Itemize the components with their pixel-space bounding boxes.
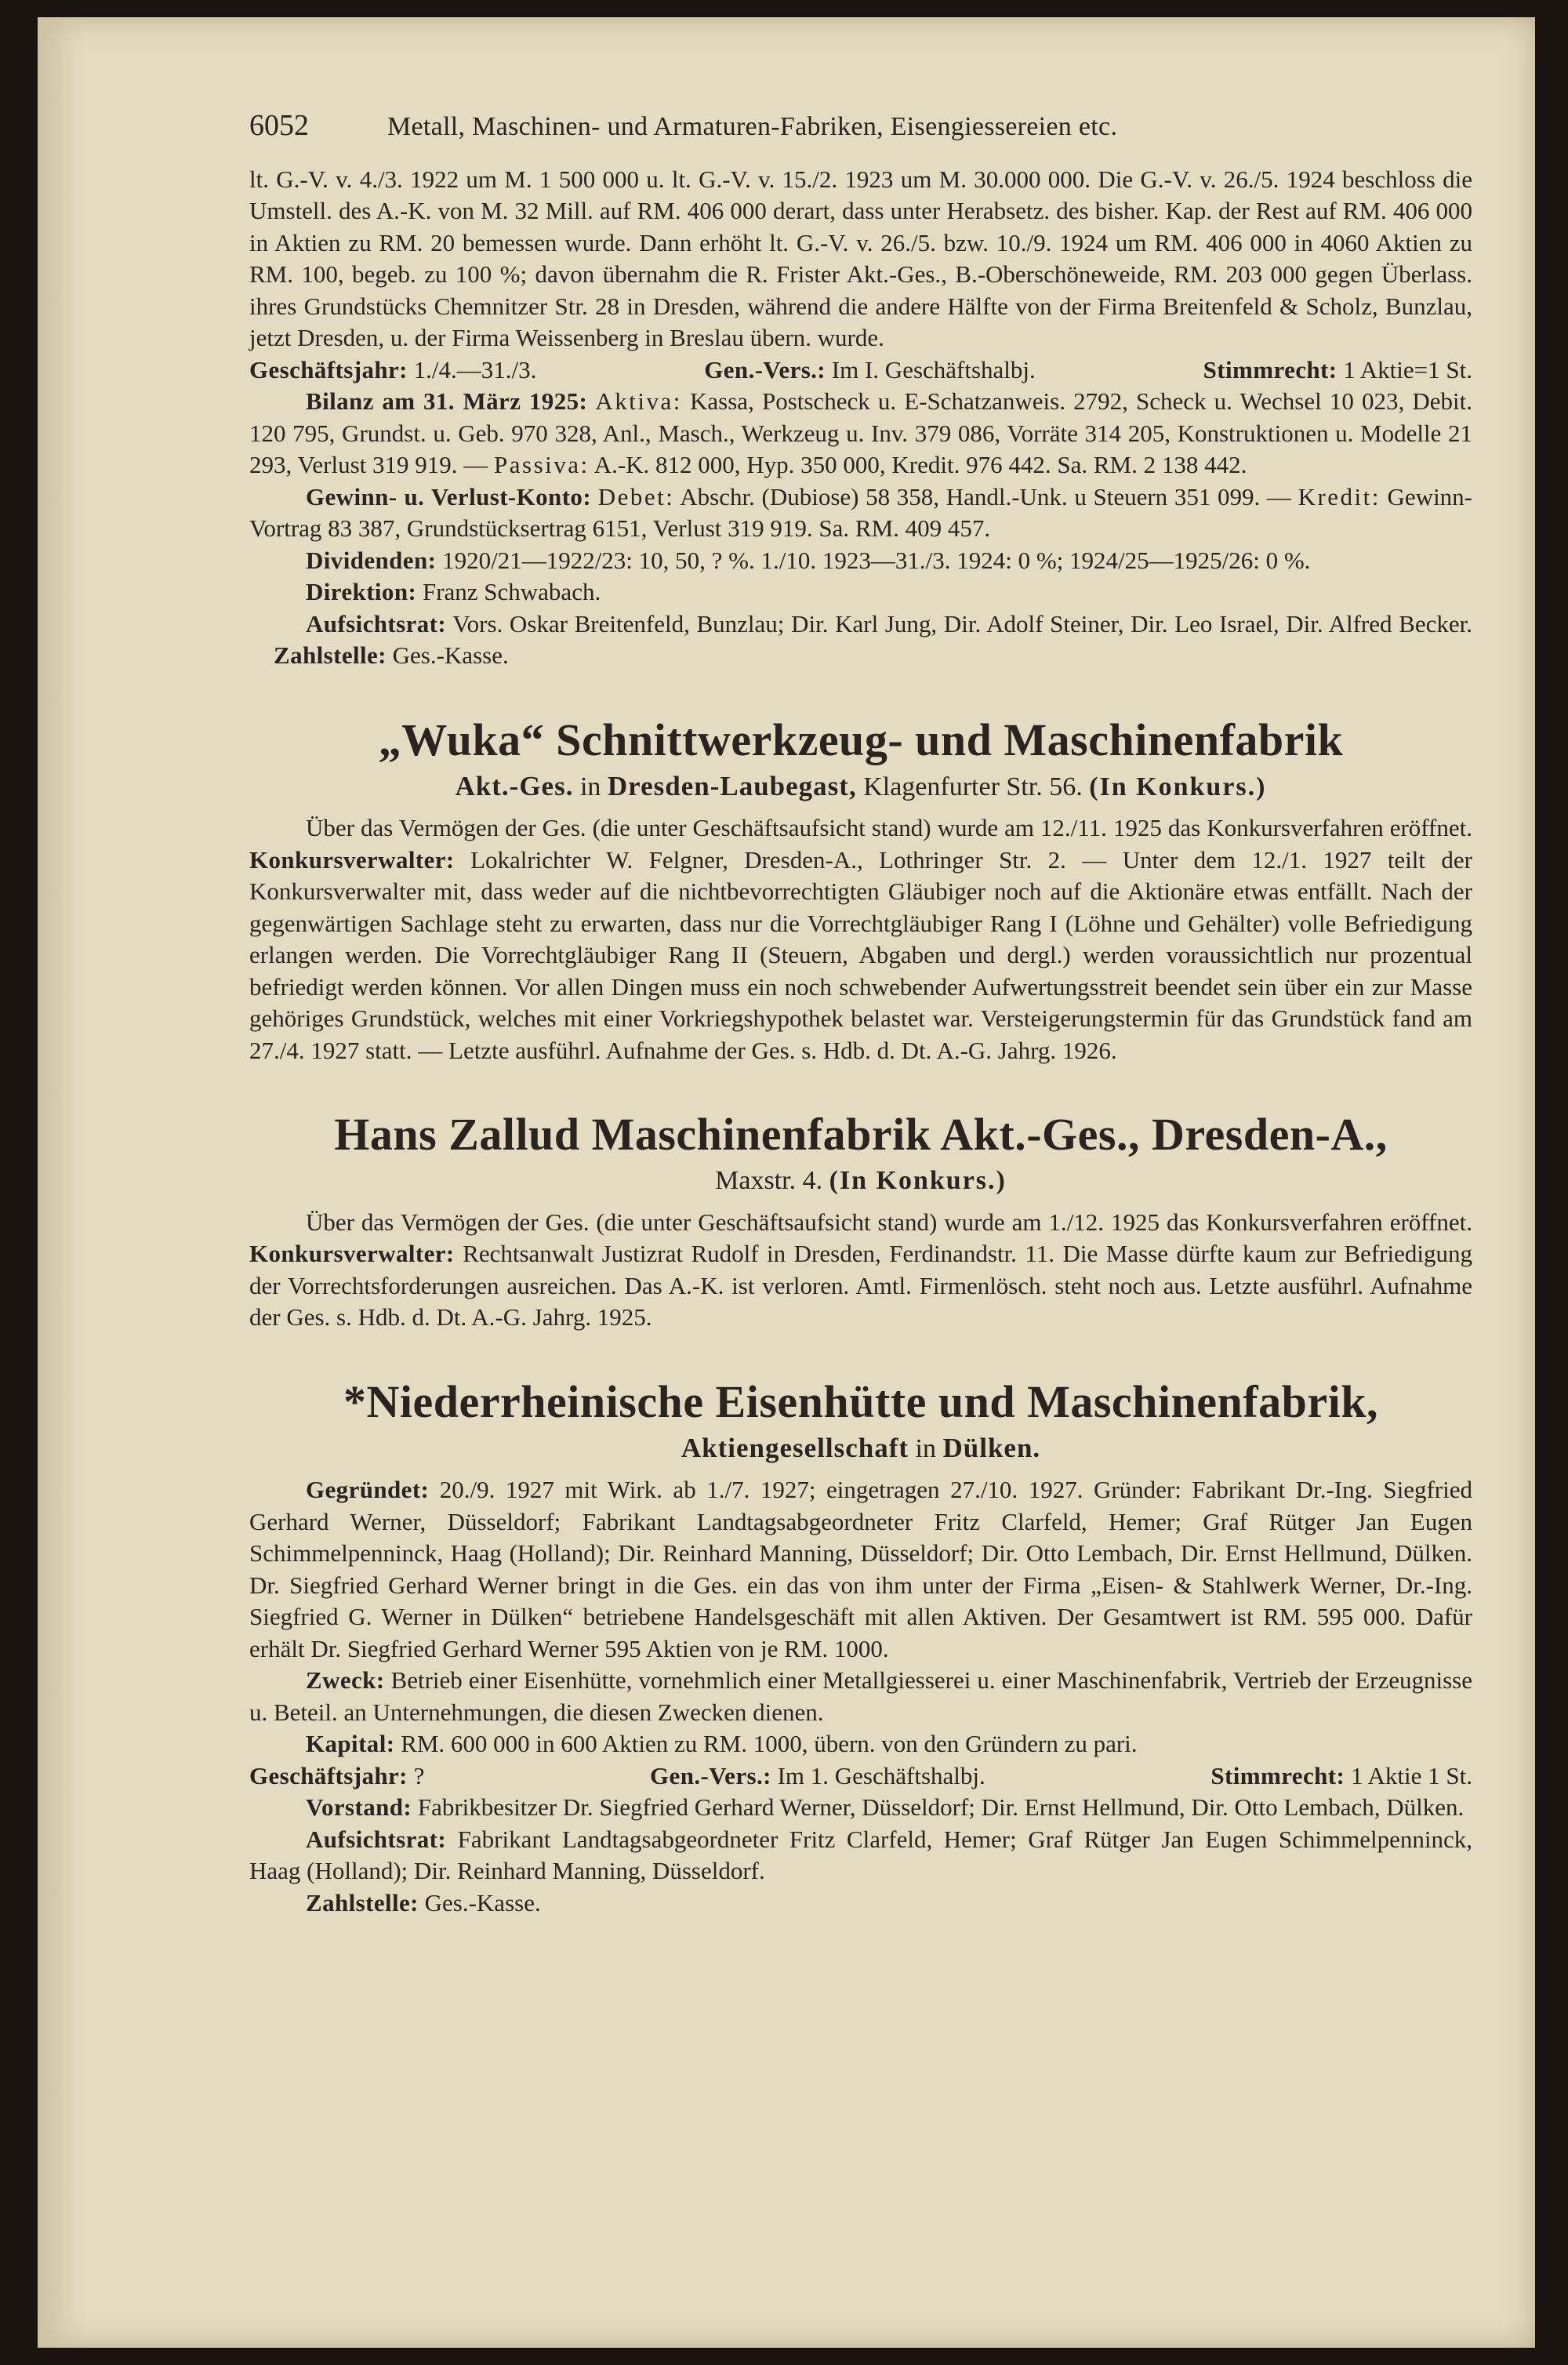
capital-history: lt. G.-V. v. 4./3. 1922 um M. 1 500 000 u. lt. G.-V. v. 15./2. 1923 um M. 30.000 000. Die G.-V. v. 26./5. 1924 beschloss die Umstell. des A.-K. von M. 32 Mill. auf RM. 406 000 derart, dass unter Herabsetz. des bisher. Kap. der Rest auf RM. 406 000 in Aktien zu RM. 20 bemessen wurde. Dann erhöht lt. G.-V. v. 26./5. bzw. 10./9. 1924 um RM. 406 000 in 4060 Aktien zu RM. 100, begeb. zu 100 %; davon übernahm die R. Frister Akt.-Ges., B.-Oberschöneweide, RM. 203 000 gegen Überlass. ihres Grundstücks Chemnitzer Str. 28 in Dresden, während die andere Hälfte von der Firma Breitenfeld & Scholz, Bunzlau, jetzt Dresden, u. der Firma Weissenberg in Breslau übern. wurde. [249,165,1472,351]
kredit-label: Kredit: [1298,482,1381,510]
nr-aufsichtsrat-label: Aufsichtsrat: [306,1825,447,1853]
vorstand-paragraph [249,1792,1472,1824]
bilanz-paragraph [249,386,1472,481]
nr-aufsichtsrat-paragraph [249,1824,1472,1887]
page-header [249,110,1472,143]
bilanz-passiva-text: A.-K. 812 000, Hyp. 350 000, Kredit. 976 442. Sa. RM. 2 138 442. [593,451,1247,478]
niederrhein-company-form: Aktiengesellschaft [681,1432,909,1463]
bilanz-aktiva-text: Kassa, Postscheck u. E-Schatzanweis. 2792, Scheck u. Wechsel 10 023, Debit. 120 795, Grundst. u. Geb. 970 328, Anl., Masch., Werkzeug u. Inv. 379 086, Vorräte 314 205, Konstruktionen u. Modelle 21 293, Verlust 319 919. — [249,387,1473,478]
entry-continued [249,164,1472,672]
stimmrecht-label: Stimmrecht: [1203,355,1338,383]
page-number: 6052 [249,109,309,142]
wuka-status: (In Konkurs.) [1089,772,1267,801]
nr-stimmrecht-label: Stimmrecht: [1210,1761,1345,1789]
genvers-label: Gen.-Vers.: [704,355,826,383]
gegruendet-text: 20./9. 1927 mit Wirk. ab 1./7. 1927; eingetragen 27./10. 1927. Gründer: Fabrikant Dr.-Ing. Siegfried Gerhard Werner, Düsseldorf; Fabrikant Landtagsabgeordneter Fritz Clarfeld, Hemer; Graf Rütger Jan Eugen Schimmelpenninck, Haag (Holland); Dir. Reinhard Manning, Düsseldorf; Dir. Otto Lembach, Dir. Ernst Hellmund, Dülken. Dr. Siegfried Gerhard Werner bringt in die Ges. ein das von ihm unter der Firma „Eisen- & Stahlwerk Werner, Dr.-Ing. Siegfried G. Werner in Dülken“ betriebene Handelsgeschäft mit allen Aktiven. Der Gesamtwert ist RM. 595 000. Dafür erhält Dr. Siegfried Gerhard Werner 595 Aktien von je RM. 1000. [249,1476,1472,1662]
dividenden-text: 1920/21—1922/23: 10, 50, ? %. 1./10. 1923—31./3. 1924: 0 %; 1924/25—1925/26: 0 %. [442,546,1311,574]
zallud-subtitle [249,1165,1472,1197]
nr-zahlstelle-label: Zahlstelle: [306,1888,419,1916]
passiva-label: Passiva: [494,451,590,478]
wuka-subtitle [249,771,1472,804]
zallud-body [249,1207,1472,1334]
wuka-text-rest: Lokalrichter W. Felgner, Dresden-A., Lothringer Str. 2. — Unter dem 12./1. 1927 teilt der Konkursverwalter mit, dass weder auf die nichtbevorrechtigten Gläubiger noch auf die Aktionäre etwas entfällt. Nach der gegenwärtigen Sachlage steht zu erwarten, dass nur die Vorrechtgläubiger Rang I (Löhne und Gehälter) volle Befriedigung erlangen werden. Die Vorrechtgläubiger Rang II (Steuern, Abgaben und dergl.) werden voraussichtlich nur prozentual befriedigt werden können. Vor allen Dingen muss ein noch schwebender Aufwertungsstreit beendet sein über ein zur Masse gehöriges Grundstück, welches mit einer Vorkriegshypothek belastet war. Versteigerungstermin für das Grundstück fand am 27./4. 1927 statt. — Letzte ausführl. Aufnahme der Ges. s. Hdb. d. Dt. A.-G. Jahrg. 1926. [249,845,1472,1064]
aufsichtsrat-text: Vors. Oskar Breitenfeld, Bunzlau; Dir. Karl Jung, Dir. Adolf Steiner, Dir. Leo Israel, Dir. Alfred Becker. [452,609,1472,638]
zallud-title: Hans Zallud Maschinenfabrik Akt.-Ges., Dresden-A., [334,1109,1388,1160]
zallud-address: Maxstr. 4. [715,1166,823,1195]
geschaeftsjahr-label: Geschäftsjahr: [249,355,408,383]
aufsichtsrat-label: Aufsichtsrat: [306,609,447,638]
entry-zallud [249,1107,1472,1334]
vorstand-text: Fabrikbesitzer Dr. Siegfried Gerhard Werner, Düsseldorf; Dir. Ernst Hellmund, Dir. Otto Lembach, Dülken. [417,1793,1465,1821]
page-gutter-shadow [38,17,85,2348]
running-title: Metall, Maschinen- und Armaturen-Fabriken, Eisengiessereien etc. [387,112,1118,141]
nr-aufsichtsrat-text: Fabrikant Landtagsabgeordneter Fritz Clarfeld, Hemer; Graf Rütger Jan Eugen Schimmelpenninck, Haag (Holland); Dir. Reinhard Manning, Düsseldorf. [249,1825,1473,1884]
zahlstelle-text: Ges.-Kasse. [392,641,509,669]
niederrhein-subtitle [249,1433,1472,1466]
niederrhein-in: in [915,1433,936,1463]
direktion-text: Franz Schwabach. [422,578,601,605]
wuka-title: „Wuka“ Schnittwerkzeug- und Maschinenfabrik [378,714,1344,765]
wuka-body [249,812,1472,1066]
zweck-text: Betrieb einer Eisenhütte, vornehmlich einer Metallgiesserei u. einer Maschinenfabrik, Vertrieb der Erzeugnisse u. Beteil. an Unternehmungen, die diesen Zwecken dienen. [249,1666,1472,1726]
zallud-status: (In Konkurs.) [829,1166,1007,1195]
stimmrecht-value: 1 Aktie=1 St. [1343,355,1472,383]
zallud-text-start: Über das Vermögen der Ges. (die unter Geschäftsaufsicht stand) wurde am 1./12. 1925 das Konkursverfahren eröffnet. [306,1208,1472,1236]
dividenden-paragraph [249,545,1472,577]
gegruendet-label: Gegründet: [306,1476,430,1503]
niederrhein-city: Dülken. [942,1432,1041,1463]
nr-geschaeftsjahr-label: Geschäftsjahr: [249,1761,408,1789]
nr-zahlstelle-paragraph [249,1887,1472,1920]
kredit-text: Gewinn-Vortrag 83 387, Grundstücksertrag 6151, Verlust 319 919. Sa. RM. 409 457. [249,482,1473,542]
page-content [249,110,1472,1919]
niederrhein-title: *Niederrheinische Eisenhütte und Maschinenfabrik, [343,1375,1378,1427]
kapital-paragraph [249,1728,1472,1760]
meeting-info-line [249,354,1472,387]
entry-niederrhein [249,1375,1472,1920]
zweck-paragraph [249,1665,1472,1728]
nr-genvers-label: Gen.-Vers.: [650,1761,771,1789]
zallud-text-rest: Rechtsanwalt Justizrat Rudolf in Dresden, Ferdinandstr. 11. Die Masse dürfte kaum zur Befriedigung der Vorrechtsforderungen ausreichen. Das A.-K. ist verloren. Amtl. Firmenlösch. steht noch aus. Letzte ausführl. Aufnahme der Ges. s. Hdb. d. Dt. A.-G. Jahrg. 1925. [249,1240,1472,1331]
direktion-label: Direktion: [306,578,417,605]
aktiva-label: Aktiva: [595,387,682,415]
gewinn-paragraph [249,481,1472,545]
vorstand-label: Vorstand: [306,1793,412,1821]
wuka-in: in [579,772,601,801]
nr-zahlstelle-text: Ges.-Kasse. [424,1888,541,1916]
wuka-address: Klagenfurter Str. 56. [863,772,1083,801]
debet-text: Abschr. (Dubiose) 58 358, Handl.-Unk. u Steuern 351 099. — [680,482,1291,510]
gegruendet-paragraph [249,1474,1472,1665]
wuka-text-start: Über das Vermögen der Ges. (die unter Geschäftsaufsicht stand) wurde am 12./11. 1925 das Konkursverfahren eröffnet. [306,814,1472,841]
nr-stimmrecht-value: 1 Aktie 1 St. [1350,1761,1472,1789]
nr-genvers-value: Im 1. Geschäftshalbj. [777,1761,985,1789]
genvers-value: Im I. Geschäftshalbj. [831,355,1036,383]
aufsichtsrat-paragraph [249,609,1472,672]
entry-wuka [249,713,1472,1067]
zallud-verwalter-label: Konkursverwalter: [249,1240,455,1267]
dividenden-label: Dividenden: [306,546,437,574]
wuka-city: Dresden-Laubegast, [607,770,857,801]
geschaeftsjahr-value: 1./4.—31./3. [413,355,537,383]
direktion-paragraph [249,576,1472,609]
gewinn-label: Gewinn- u. Verlust-Konto: [306,482,592,510]
kapital-label: Kapital: [306,1730,395,1757]
zweck-label: Zweck: [306,1666,385,1694]
niederrhein-meeting-line [249,1760,1472,1793]
bilanz-label: Bilanz am 31. März 1925: [306,387,588,415]
kapital-text: RM. 600 000 in 600 Aktien zu RM. 1000, übern. von den Gründern zu pari. [401,1730,1138,1757]
wuka-verwalter-label: Konkursverwalter: [249,845,455,874]
debet-label: Debet: [597,482,675,510]
wuka-company-form: Akt.-Ges. [455,770,574,801]
zahlstelle-label: Zahlstelle: [274,641,387,669]
nr-geschaeftsjahr-value: ? [413,1761,425,1789]
